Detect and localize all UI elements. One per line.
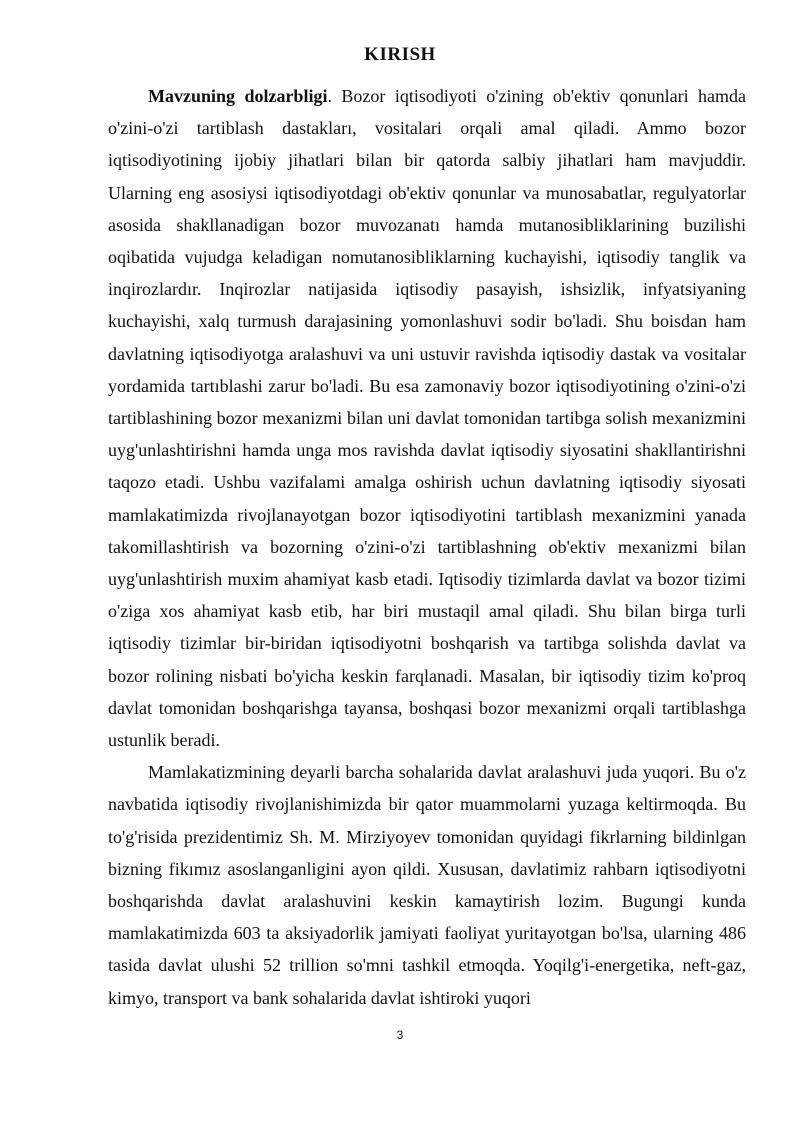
document-body [108, 80, 746, 1014]
page-number: 3 [396, 1028, 404, 1042]
paragraph-text: . Bozor iqtisodiyoti o'zining ob'ektiv qonunlari hamda o'zini-o'zi tartiblash dastakları, vositalari orqali amal qiladi. Ammo bozor iqtisodiyotining ijobiy jihatlari bilan bir qatorda salbiy jihatlari ham mavjuddir. Ularning eng asosiysi iqtisodiyotdagi ob'ektiv qonunlar va munosabatlar, regulyatorlar asosida shakllanadigan bozor muvozanatı hamda mutanosibliklarining buzilishi oqibatida vujudga keladigan nomutanosibliklarning kuchayishi, iqtisodiy tanglik va inqirozlardır. Inqirozlar natijasida iqtisodiy pasayish, ishsizlik, infyatsiyaning kuchayishi, xalq turmush darajasining yomonlashuvi sodir bo'ladi. Shu boisdan ham davlatning iqtisodiyotga aralashuvi va uni ustuvir ravishda iqtisodiy dastak va vositalar yordamida tartıblashi zarur bo'ladi. Bu esa zamonaviy bozor iqtisodiyotining o'zini-o'zi tartiblashining bozor mexanizmi bilan uni davlat tomonidan tartibga solish mexanizmini uyg'unlashtirishni hamda unga mos ravishda davlat iqtisodiy siyosatini shakllantirishni taqozo etadi. Ushbu vazifalami amalga oshirish uchun davlatning iqtisodiy siyosati mamlakatimizda rivojlanayotgan bozor iqtisodiyotini tartiblash mexanizmini yanada takomillashtirish va bozorning o'zini-o'zi tartiblashning ob'ektiv mexanizmi bilan uyg'unlashtirish muxim ahamiyat kasb etadi. Iqtisodiy tizimlarda davlat va bozor tizimi o'ziga xos ahamiyat kasb etib, har biri mustaqil amal qiladi. Shu bilan birga turli iqtisodiy tizimlar bir-biridan iqtisodiyotni boshqarish va tartibga solishda davlat va bozor rolining nisbati bo'yicha keskin farqlanadi. Masalan, bir iqtisodiy tizim ko'proq davlat tomonidan boshqarishga tayansa, boshqasi bozor mexanizmi orqali tartiblashga ustunlik beradi. [108, 86, 746, 751]
page-heading: KIRISH [364, 44, 436, 65]
paragraph-lead-title: Mavzuning dolzarbligi [148, 86, 328, 106]
paragraph-relevance [108, 80, 746, 756]
paragraph-text: Mamlakatizmining deyarli barcha sohalarida davlat aralashuvi juda yuqori. Bu o'z navbatida iqtisodiy rivojlanishimizda bir qator muammolarni yuzaga keltirmoqda. Bu to'g'risida prezidentimiz Sh. M. Mirziyoyev tomonidan quyidagi fikrlarning bildinlgan bizning fikımız asoslanganligini ayon qildi. Xususan, davlatimiz rahbarn iqtisodiyotni boshqarishda davlat aralashuvini keskin kamaytirish lozim. Bugungi kunda mamlakatimizda 603 ta aksiyadorlik jamiyati faoliyat yuritayotgan bo'lsa, ularning 486 tasida davlat ulushi 52 trillion so'mni tashkil etmoqda. Yoqilg'i-energetika, neft-gaz, kimyo, transport va bank sohalarida davlat ishtiroki yuqori [108, 762, 746, 1008]
paragraph-state-intervention [108, 756, 746, 1014]
